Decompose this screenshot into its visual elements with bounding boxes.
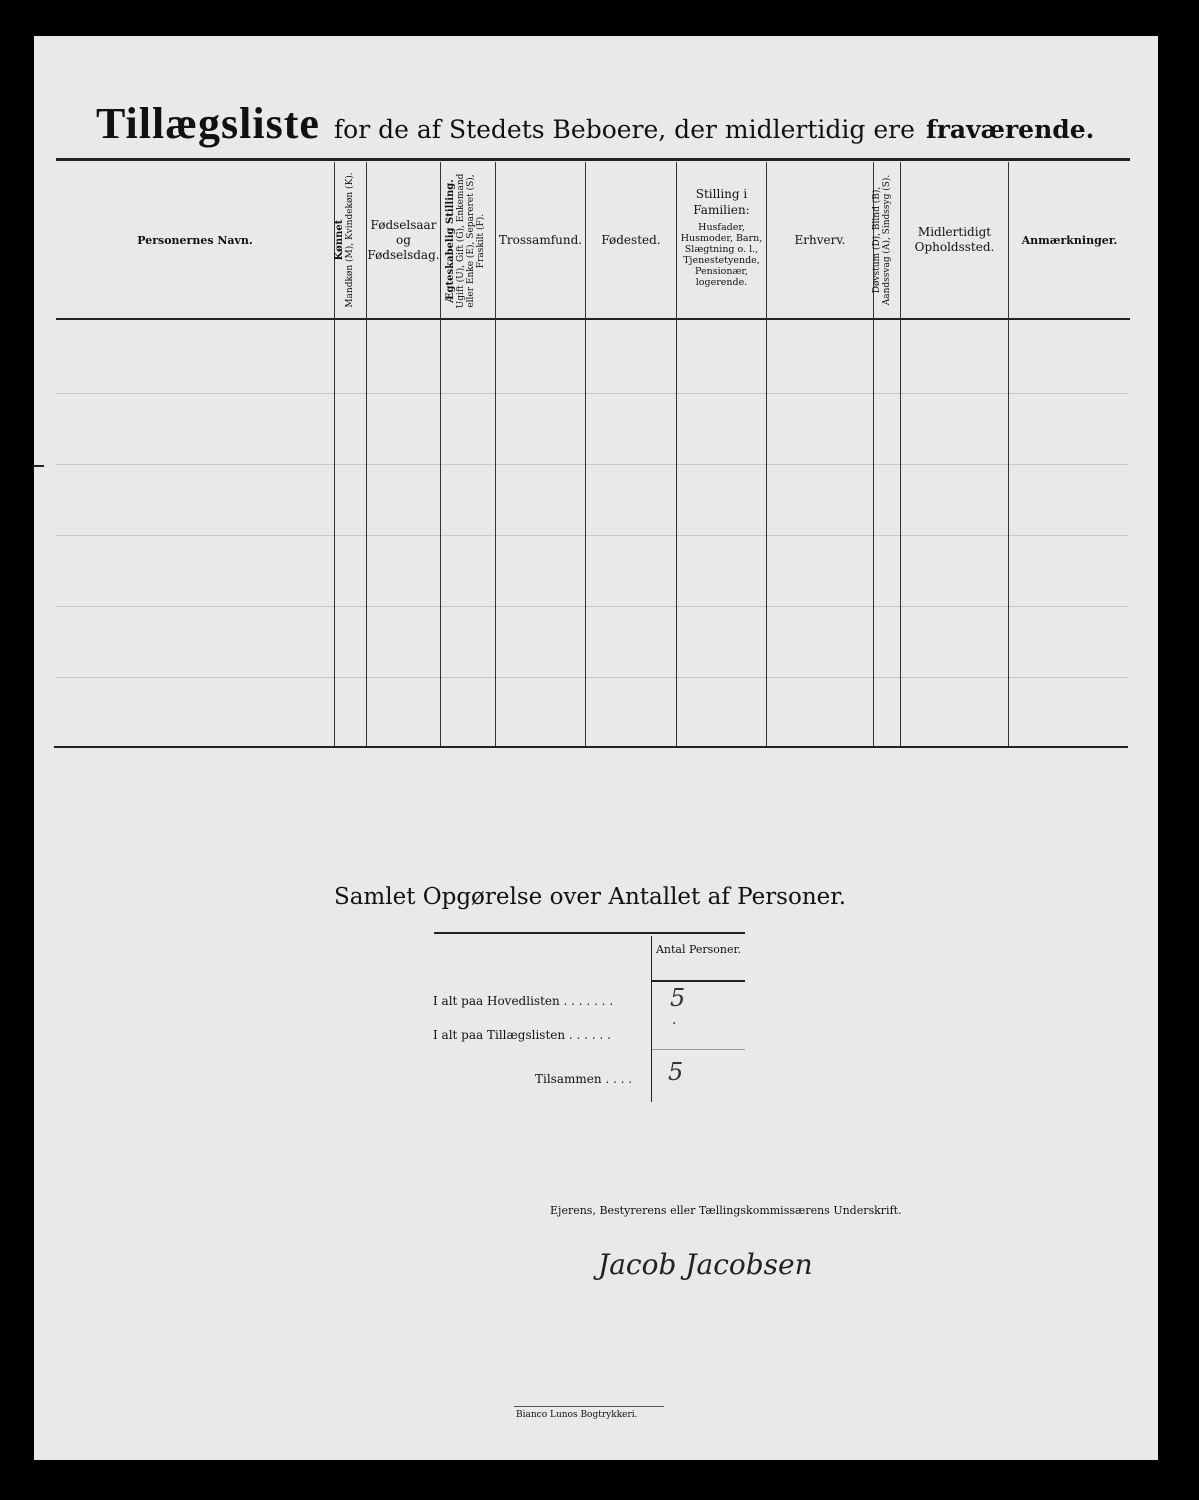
signature: Jacob Jacobsen [598,1248,813,1281]
form-title-bold: fraværende. [925,115,1095,144]
header-religion: Trossamfund. [498,232,583,247]
summary-col-header: Antal Personer. [655,943,742,956]
header-marital-sub: Ugift (U), Gift (G), Enkemand eller Enke (E), Separeret (S), Fraskilt (F). [456,173,486,309]
summary-header-rule [652,980,745,982]
summary-column-divider [651,936,652,1102]
table-row-line [56,393,1128,394]
table-row-line [56,606,1128,607]
table-row-line [56,677,1128,678]
header-birth: Fødselsaar og Fødselsdag. [367,217,440,262]
header-sex-sub: Mandkøn (M), Kvindekøn (K). [345,172,355,308]
header-marital [446,164,488,318]
header-sex [335,162,365,318]
table-row-line [56,464,1128,465]
header-family [677,186,766,288]
margin-mark [34,465,44,467]
header-family-sub: Husfader, Husmoder, Barn, Slægtning o. l., Tjenestetyende, Pensionær, logerende. [680,222,763,288]
signature-label: Ejerens, Bestyrerens eller Tællingskommissærens Underskrift. [550,1204,902,1217]
summary-row-value: 5 [670,984,686,1012]
summary-row-label: I alt paa Tillægslisten . . . . . . [433,1028,611,1042]
printer-rule [514,1406,664,1407]
header-family-title: Stilling i Familien: [693,187,750,217]
summary-row-value: 5 [668,1058,684,1086]
summary-title: Samlet Opgørelse over Antallet af Personer. [333,884,847,910]
form-title-rest: for de af Stedets Beboere, der midlertidig ere [333,115,915,144]
header-remarks: Anmærkninger. [1021,233,1118,247]
summary-top-rule [434,932,745,934]
table-row-line [56,535,1128,536]
table-header-rule [56,318,1130,320]
header-sex-title: Kønnet [334,219,345,261]
header-occupation: Erhverv. [794,232,846,247]
form-title-main: Tillægsliste [96,99,320,148]
header-birthplace: Fødested. [601,232,661,247]
summary-row-label: I alt paa Hovedlisten . . . . . . . [433,994,614,1008]
header-disability: Døvstum (D), Blind (B), Aandssvag (A), Sindssyg (S). [872,174,892,306]
summary-row-label: Tilsammen . . . . [535,1072,633,1086]
header-temp-residence: Midlertidigt Opholdssted. [914,225,995,254]
printer-credit: Bianco Lunos Bogtrykkeri. [516,1410,638,1420]
column-divider [440,162,441,746]
summary-total-rule [652,1049,745,1050]
header-marital-title: Ægteskabelig Stilling. [445,179,456,303]
table-top-rule [56,158,1130,161]
form-title [96,98,1094,149]
table-bottom-rule [54,746,1128,748]
summary-row-value: · [672,1016,677,1032]
header-name: Personernes Navn. [137,233,253,247]
